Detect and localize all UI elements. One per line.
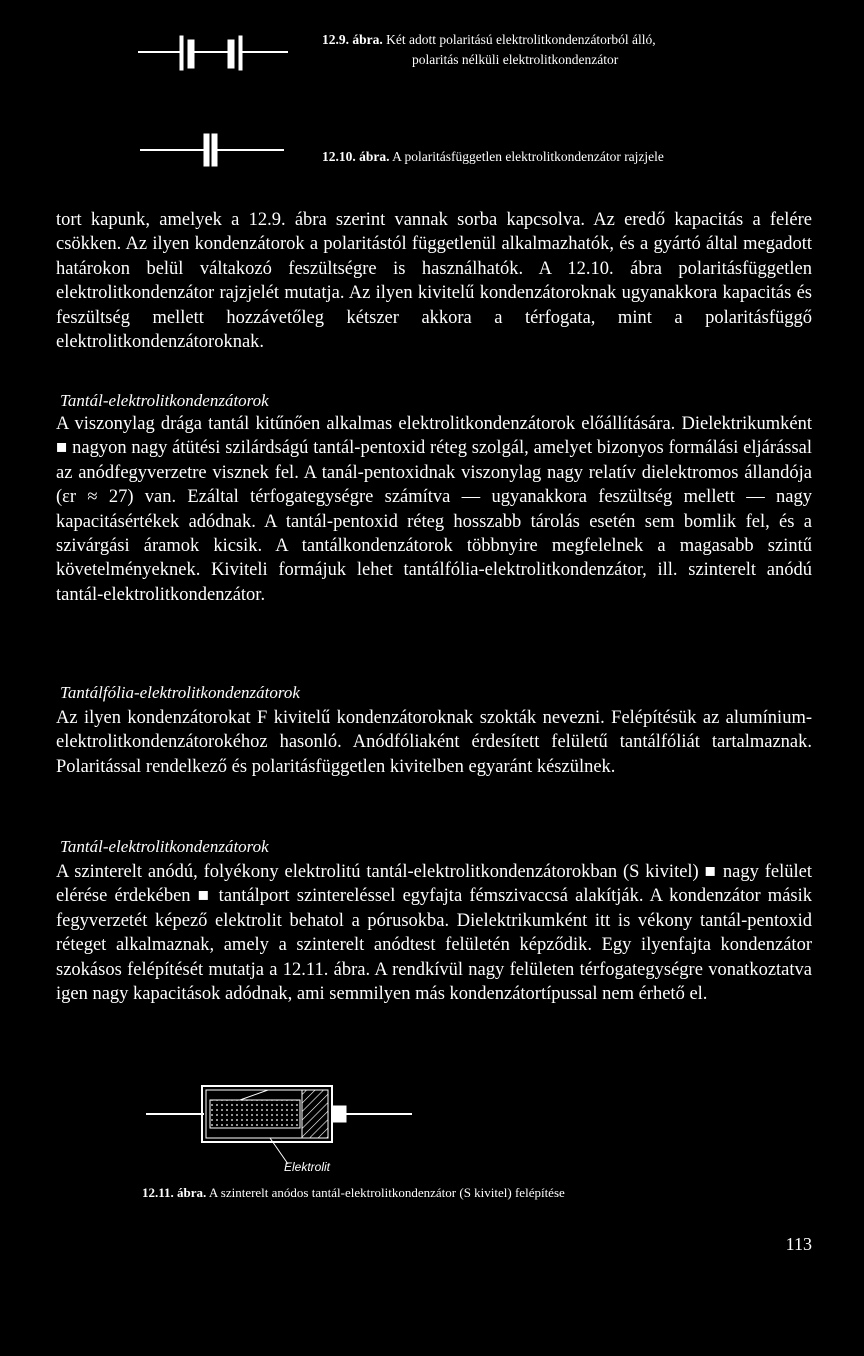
section-3-body (56, 860, 812, 1006)
fig-12-9-symbol (136, 32, 296, 78)
fig-12-11-caption (142, 1183, 822, 1203)
fig-12-9-caption (322, 30, 822, 70)
section-2-body (56, 706, 812, 779)
section-2-heading: Tantálfólia-elektrolitkondenzátorok (60, 683, 300, 702)
fig-12-9-label: ábra. (352, 32, 383, 47)
section-1-heading: Tantál-elektrolitkondenzátorok (60, 391, 269, 410)
intro-paragraph-text: tort kapunk, amelyek a 12.9. ábra szerint vannak sorba kapcsolva. Az eredő kapacitás a felére csökken. Az ilyen kondenzátorok a polaritástól függetlenül alkalmazhatók, és a gyártó által megadott határokon belül váltakozó feszültségre is használhatók. A 12.10. ábra polaritásfüggetlen elektrolitkondenzátor rajzjelét mutatja. Az ilyen kivitelű kondenzátoroknak ugyanakkora kapacitás és feszültség mellett hozzávetőleg kétszer akkora a térfogata, mint a polaritásfüggő elektrolitkondenzátoroknak. (56, 210, 812, 353)
fig-12-10-label: ábra. (359, 149, 390, 164)
section-3-heading: Tantál-elektrolitkondenzátorok (60, 837, 269, 856)
section-1-body (56, 412, 812, 607)
intro-paragraph (56, 208, 812, 354)
section-3-body-text: A szinterelt anódú, folyékony elektrolitú tantál-elektrolitkondenzátorokban (S kivitel) ■ nagy felület elérése érdekében ■ tantálport szintereléssel egyfajta fémszivaccsá alakítják. A kondenzátor másik fegyverzetét képező elektrolit behatol a pórusokba. Dielektrikumként itt is vékony tantál-pentoxid réteget alkalmaznak, amely a szinterelt anódtest felületén képződik. Egy ilyenfajta kondenzátor szokásos felépítését mutatja a 12.11. ábra. A rendkívül nagy felületen térfogategységre vonatkoztatva igen nagy kapacitások adódnak, ami semmilyen más kondenzátortípussal nem érhető el. (56, 862, 812, 1005)
fig-12-11-number: 12.11. (142, 1185, 174, 1200)
fig-12-10-caption (322, 147, 842, 167)
fig-12-11-electrolyte-label: Elektrolit (284, 1160, 331, 1174)
page-number: 113 (785, 1234, 812, 1254)
fig-12-11-label: ábra. (177, 1185, 207, 1200)
fig-12-9-caption-line2: polaritás nélküli elektrolitkondenzátor (412, 52, 619, 67)
fig-12-9-caption-line1: Két adott polaritású elektrolitkondenzátorból álló, (386, 32, 656, 47)
fig-12-10-caption-text: A polaritásfüggetlen elektrolitkondenzátor rajzjele (392, 149, 664, 164)
fig-12-9-number: 12.9. (322, 32, 349, 47)
section-2-body-text: Az ilyen kondenzátorokat F kivitelű kondenzátoroknak szokták nevezni. Felépítésük az alumínium-elektrolitkondenzátorokéhoz hasonló. Anódfóliaként érdesített felületű tantálfóliát tartalmaznak. Polaritással rendelkező és polaritásfüggetlen kivitelben egyaránt készülnek. (56, 708, 812, 777)
fig-12-11-drawing (140, 1078, 420, 1168)
fig-12-10-number: 12.10. (322, 149, 356, 164)
section-1-body-text: A viszonylag drága tantál kitűnően alkalmas elektrolitkondenzátorok előállítására. Dielektrikumként ■ nagyon nagy átütési szilárdságú tantál-pentoxid réteg szolgál, amelyet bizonyos formálási eljárással az anódfegyverzetre visznek fel. A tanál-pentoxidnak viszonylag nagy relatív dielektromos állandója (εr ≈ 27) van. Ezáltal térfogategységre számítva — ugyanakkora feszültség mellett — nagy kapacitásértékek adódnak. A tantál-pentoxid réteg hosszabb tárolás esetén sem bomlik fel, és a szivárgási áramok kicsik. A tantálkondenzátorok többnyire megfelelnek a magasabb szintű követelményeknek. Kiviteli formájuk lehet tantálfólia-elektrolitkondenzátor, ill. szinterelt anódú tantál-elektrolitkondenzátor. (56, 414, 812, 605)
fig-12-10-symbol (138, 124, 288, 170)
fig-12-11-caption-text: A szinterelt anódos tantál-elektrolitkondenzátor (S kivitel) felépítése (208, 1185, 565, 1200)
